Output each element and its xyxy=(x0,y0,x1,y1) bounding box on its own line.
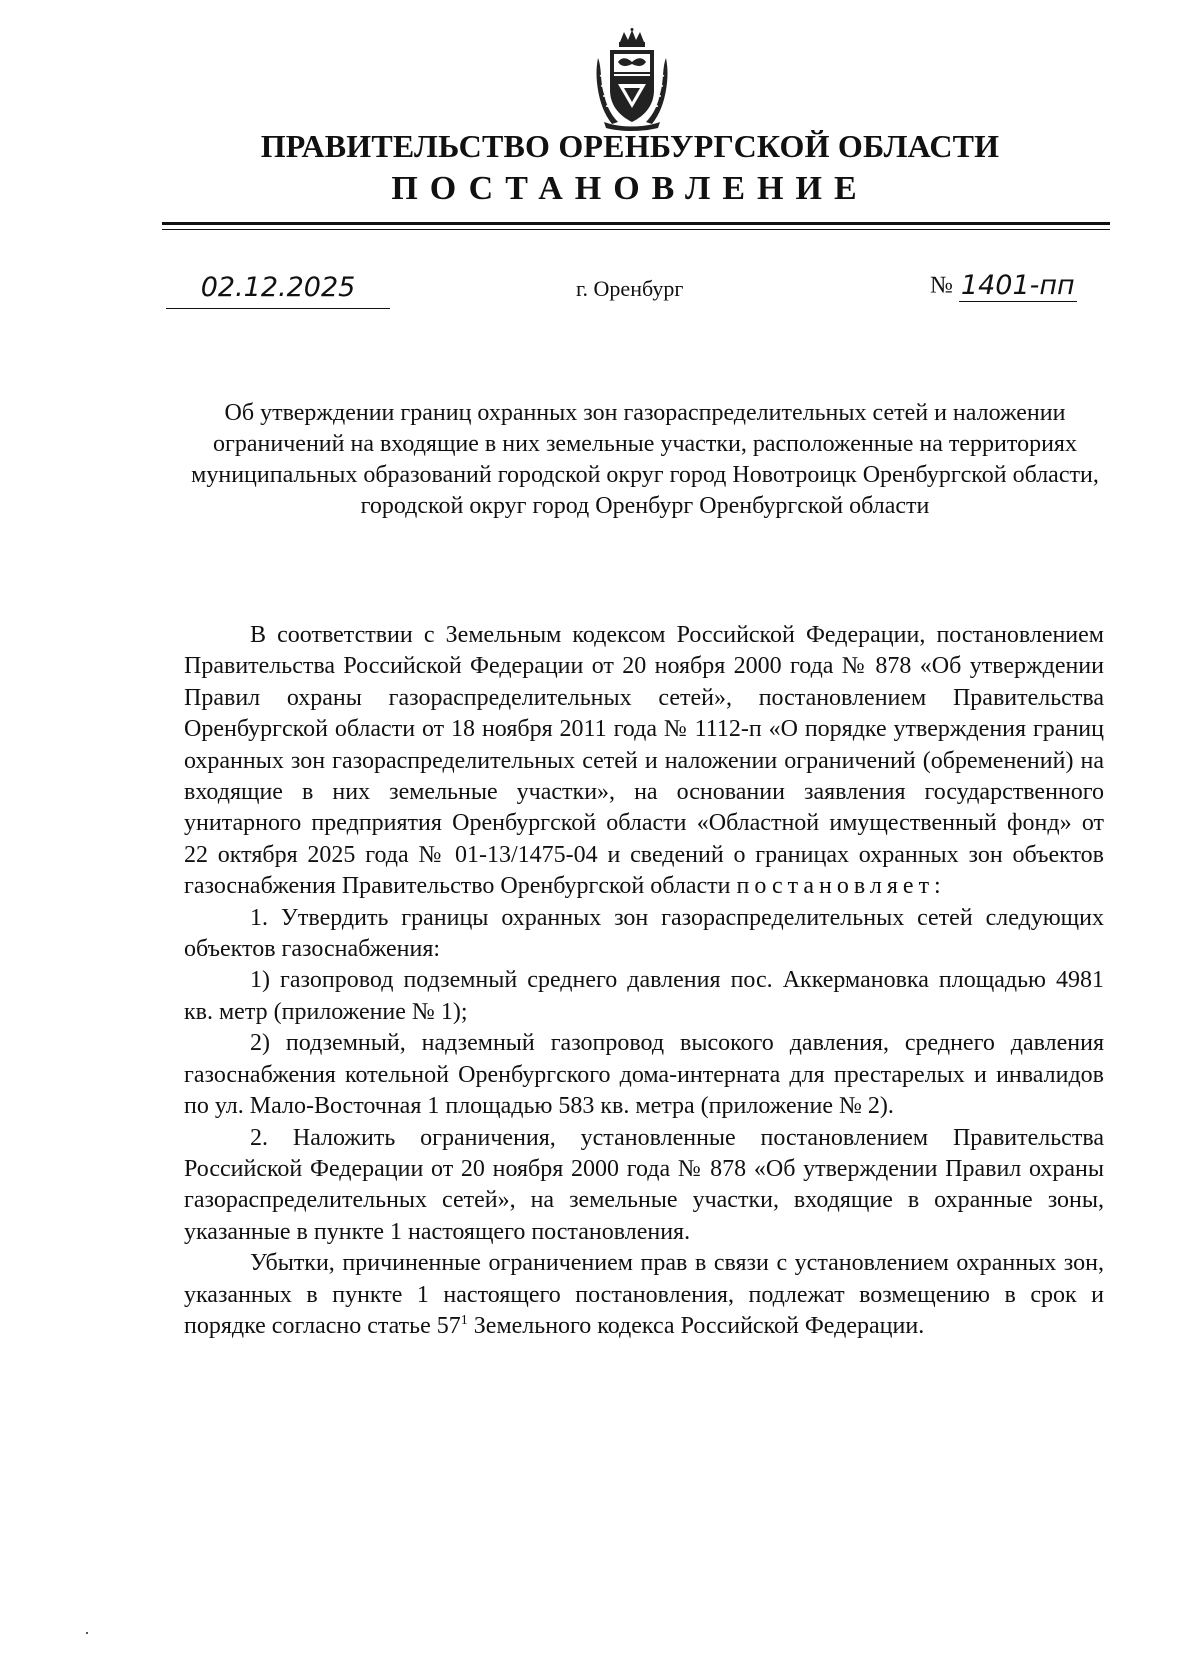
header-divider-thick xyxy=(162,222,1110,225)
resolves-word: постановляет: xyxy=(736,873,946,900)
body-paragraph-losses xyxy=(184,1248,1104,1342)
body-paragraph-item1-2: 2) подземный, надземный газопровод высокого давления, среднего давления газоснабжения котельной Оренбургского дома-интерната для престарелых и инвалидов по ул. Мало-Восточная 1 площадью 583 кв. метра (приложение № 2). xyxy=(184,1030,1104,1120)
document-type-heading: ПОСТАНОВЛЕНИЕ xyxy=(391,170,869,207)
document-date: 02.12.2025 xyxy=(166,268,390,309)
document-city: г. Оренбург xyxy=(576,276,684,301)
document-body xyxy=(184,620,1104,1342)
coat-of-arms-emblem xyxy=(592,28,672,132)
body-paragraph-item2: 2. Наложить ограничения, установленные постановлением Правительства Российской Федерации от 20 ноября 2000 года № 878 «Об утверждении Правил охраны газораспределительных сетей», на земельные участки, входящие в охранные зоны, указанные в пункте 1 настоящего постановления. xyxy=(184,1124,1104,1245)
article-superscript: 1 xyxy=(460,1312,468,1328)
losses-text-part2: Земельного кодекса Российской Федерации. xyxy=(467,1312,925,1339)
number-sign: № xyxy=(930,272,953,299)
body-paragraph-item1: 1. Утвердить границы охранных зон газораспределительных сетей следующих объектов газоснабжения: xyxy=(184,904,1104,963)
intro-text: В соответствии с Земельным кодексом Российской Федерации, постановлением Правительства Российской Федерации от 20 ноября 2000 года № 878 «Об утверждении Правил охраны газораспределительных сетей», постановлением Правительства Оренбургской области от 18 ноября 2011 года № 1112-п «О порядке утверждения границ охранных зон газораспределительных сетей и наложении ограничений (обременений) на входящие в них земельные участки», на основании заявления государственного унитарного предприятия Оренбургской области «Областной имущественный фонд» от 22 октября 2025 года № 01-13/1475-04 и сведений о границах охранных зон объектов газоснабжения Правительство Оренбургской области xyxy=(184,622,1104,900)
body-paragraph-item1-1: 1) газопровод подземный среднего давления пос. Аккермановка площадью 4981 кв. метр (приложение № 1); xyxy=(184,967,1104,1025)
margin-dot xyxy=(86,1632,88,1634)
losses-text-part1: Убытки, причиненные ограничением прав в связи с установлением охранных зон, указанных в пункте 1 настоящего постановления, подлежат возмещению в срок и порядке согласно статье 57 xyxy=(184,1250,1104,1339)
document-number: 1401-пп xyxy=(960,270,1075,301)
document-title: Об утверждении границ охранных зон газораспределительных сетей и наложении ограничений на входящие в них земельные участки, расположенные на территориях муниципальных образований городской округ город Новотроицк Оренбургской области, городской округ город Оренбург Оренбургской области xyxy=(191,400,1099,519)
header-divider-thin xyxy=(162,229,1110,230)
body-paragraph-intro xyxy=(184,620,1104,903)
document-number-block xyxy=(930,270,1077,302)
organization-name: ПРАВИТЕЛЬСТВО ОРЕНБУРГСКОЙ ОБЛАСТИ xyxy=(260,128,1000,164)
